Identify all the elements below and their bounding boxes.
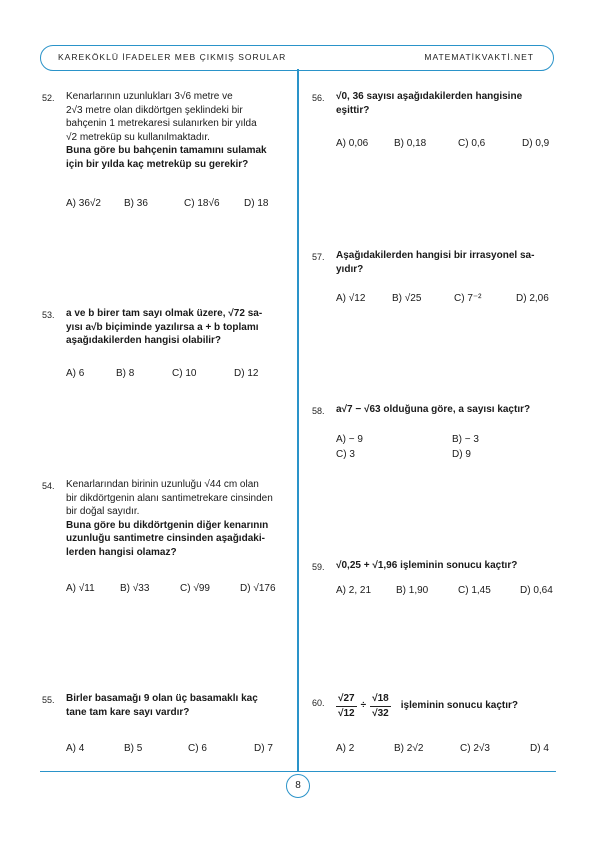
option-d[interactable]: D) 12 — [234, 368, 259, 379]
question-prompt: Buna göre bu dikdörtgenin diğer kenarının — [66, 519, 269, 531]
option-c[interactable]: C) 0,6 — [458, 138, 486, 149]
fraction-one: $\frac{√27}{√12}$ — [338, 693, 355, 719]
footer-line — [40, 771, 556, 772]
option-b[interactable]: B) − 3 — [452, 434, 479, 445]
question-number: 60. — [312, 698, 325, 708]
question-prompt: eşittir? — [336, 104, 370, 116]
question-text: Kenarlarının uzunlukları 3√6 metre ve — [66, 91, 233, 102]
question-prompt: tane tam kare sayı vardır? — [66, 706, 190, 718]
question-number: 59. — [312, 562, 325, 572]
option-c[interactable]: C) 6 — [188, 743, 207, 754]
question-text: √2 metreküp su kullanılmaktadır. — [66, 131, 210, 143]
option-c[interactable]: C) 7⁻² — [454, 293, 482, 304]
option-b[interactable]: B) 2√2 — [394, 743, 424, 754]
option-d[interactable]: D) 18 — [244, 198, 269, 209]
question-text: 2√3 metre olan dikdörtgen şeklindeki bir — [66, 104, 243, 116]
question-prompt: Aşağıdakilerden hangisi bir irrasyonel sa- — [336, 250, 535, 261]
option-a[interactable]: A) 2, 21 — [336, 585, 372, 596]
option-d[interactable]: D) 9 — [452, 449, 471, 460]
option-d[interactable]: D) 0,64 — [520, 585, 553, 596]
question-text: bir doğal sayıdır. — [66, 506, 140, 517]
option-c[interactable]: C) 2√3 — [460, 743, 490, 754]
option-a[interactable]: A) 0,06 — [336, 138, 369, 149]
option-b[interactable]: B) 0,18 — [394, 138, 427, 149]
option-a[interactable]: A) 6 — [66, 368, 85, 379]
question-number: 52. — [42, 93, 55, 103]
question-prompt: işleminin sonucu kaçtır? — [400, 700, 519, 712]
option-c[interactable]: C) 18√6 — [184, 198, 220, 209]
option-c[interactable]: C) 10 — [172, 368, 197, 379]
question-prompt: Buna göre bu bahçenin tamamını sulamak — [66, 145, 267, 156]
column-divider — [297, 69, 299, 771]
question-text: Kenarlarından birinin uzunluğu √44 cm olan — [66, 479, 259, 490]
question-prompt: için bir yılda kaç metreküp su gerekir? — [66, 158, 249, 170]
divide-operator: ÷ — [360, 700, 367, 712]
question-text: bahçenin 1 metrekaresi sulanırken bir yılda — [66, 118, 257, 129]
fraction-two: $\frac{√18}{√32}$ — [372, 693, 389, 719]
question-prompt: √0,25 + √1,96 işleminin sonucu kaçtır? — [336, 560, 518, 571]
question-prompt: aşağıdakilerden hangisi olabilir? — [66, 335, 222, 346]
question-prompt: uzunluğu santimetre cinsinden aşağıdaki- — [66, 533, 265, 544]
option-d[interactable]: D) 0,9 — [522, 138, 550, 149]
option-b[interactable]: B) √33 — [120, 583, 150, 594]
header-site: MATEMATİKVAKTİ.NET — [424, 52, 534, 62]
option-a[interactable]: A) 2 — [336, 743, 355, 754]
option-a[interactable]: A) 36√2 — [66, 198, 101, 209]
option-b[interactable]: B) 5 — [124, 743, 143, 754]
option-c[interactable]: C) 1,45 — [458, 585, 491, 596]
option-a[interactable]: A) √11 — [66, 583, 95, 594]
option-b[interactable]: B) √25 — [392, 293, 422, 304]
question-prompt: Birler basamağı 9 olan üç basamaklı kaç — [66, 693, 258, 704]
option-a[interactable]: A) √12 — [336, 293, 366, 304]
question-prompt: lerden hangisi olamaz? — [66, 546, 177, 558]
question-prompt: a√7 − √63 olduğuna göre, a sayısı kaçtır? — [336, 404, 531, 415]
question-number: 57. — [312, 252, 325, 262]
question-number: 53. — [42, 310, 55, 320]
page-number: 8 — [286, 774, 310, 798]
option-d[interactable]: D) 2,06 — [516, 293, 549, 304]
question-prompt: √0, 36 sayısı aşağıdakilerden hangisine — [336, 91, 523, 102]
question-prompt: yısı a√b biçiminde yazılırsa a + b toplamı — [66, 321, 259, 333]
question-number: 58. — [312, 406, 325, 416]
option-b[interactable]: B) 1,90 — [396, 585, 429, 596]
option-d[interactable]: D) 7 — [254, 743, 273, 754]
question-number: 55. — [42, 695, 55, 705]
option-a[interactable]: A) 4 — [66, 743, 85, 754]
question-prompt: yıdır? — [336, 263, 364, 275]
option-c[interactable]: C) √99 — [180, 583, 210, 594]
option-d[interactable]: D) 4 — [530, 743, 549, 754]
option-b[interactable]: B) 8 — [116, 368, 135, 379]
option-a[interactable]: A) − 9 — [336, 434, 363, 445]
question-text: bir dikdörtgenin alanı santimetrekare cinsinden — [66, 492, 273, 504]
header-title: KAREKÖKLÜ İFADELER MEB ÇIKMIŞ SORULAR — [58, 52, 287, 62]
option-c[interactable]: C) 3 — [336, 449, 355, 460]
question-prompt: a ve b birer tam sayı olmak üzere, √72 sa- — [66, 308, 263, 319]
option-b[interactable]: B) 36 — [124, 198, 148, 209]
option-d[interactable]: D) √176 — [240, 583, 276, 594]
question-number: 56. — [312, 93, 325, 103]
question-number: 54. — [42, 481, 55, 491]
